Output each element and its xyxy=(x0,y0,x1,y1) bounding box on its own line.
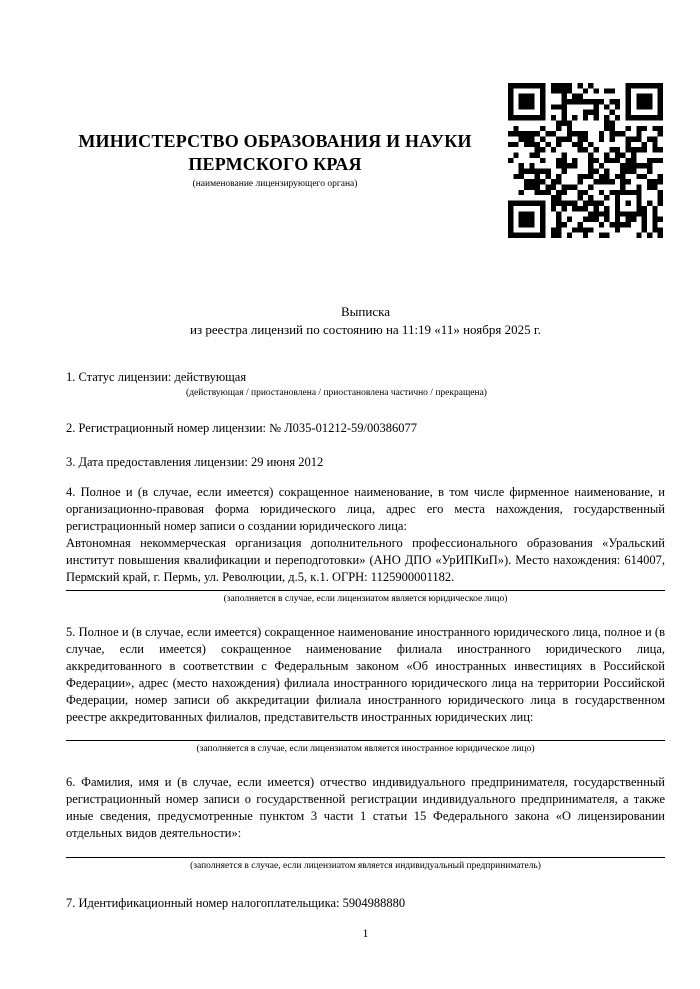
item-6-fill-caption: (заполняется в случае, если лицензиатом является индивидуальный предприниматель) xyxy=(190,861,541,871)
item-6-fill-rule xyxy=(66,857,665,858)
qr-code xyxy=(508,83,663,238)
document-title-line2: из реестра лицензий по состоянию на 11:19 «11» ноября 2025 г. xyxy=(190,321,541,337)
item-4-fill-rule xyxy=(66,590,665,591)
item-3-license-grant-date: 3. Дата предоставления лицензии: 29 июня 2012 xyxy=(66,455,324,469)
item-6-entrepreneur-heading: 6. Фамилия, имя и (в случае, если имеется) отчество индивидуального предпринимателя, государственный регистрационный номер записи о государственной регистрации индивидуального предпринимателя, а также иные сведения, предусмотренные пунктом 3 части 1 статьи 15 Федерального закона «О лицензировании отдельных видов деятельности»: xyxy=(66,775,665,840)
document-title xyxy=(66,303,665,338)
ministry-name-line2: ПЕРМСКОГО КРАЯ xyxy=(188,154,362,174)
item-2-registration-number: 2. Регистрационный номер лицензии: № Л035-01212-59/00386077 xyxy=(66,421,417,435)
item-5-fill-caption: (заполняется в случае, если лицензиатом является иностранное юридическое лицо) xyxy=(196,744,535,754)
document-title-line1: Выписка xyxy=(341,304,390,319)
qr-code-icon xyxy=(508,83,663,238)
item-7-taxpayer-number: 7. Идентификационный номер налогоплательщика: 5904988880 xyxy=(66,896,406,910)
item-1-license-status: 1. Статус лицензии: действующая xyxy=(66,370,247,384)
item-5-foreign-entity-heading: 5. Полное и (в случае, если имеется) сокращенное наименование иностранного юридического лица, полное и (в случае, если имеется) сокращенное наименование филиала иностранного юридического лица, аккредитованного в соответствии с Федеральным законом «Об иностранных инвестициях в Российской Федерации», адрес (место нахождения) филиала иностранного юридического лица на территории Российской Федерации, номер записи об аккредитации филиала иностранного юридического лица в государственном реестре аккредитованных филиалов, представительств иностранных юридических лиц: xyxy=(66,625,665,724)
ministry-name-caption: (наименование лицензирующего органа) xyxy=(192,179,358,189)
item-4-fill-caption: (заполняется в случае, если лицензиатом является юридическое лицо) xyxy=(223,594,508,604)
item-4-legal-entity-value: Автономная некоммерческая организация дополнительного профессионального образования «Уральский институт повышения квалификации и переподготовки» (АНО ДПО «УрИПКиП»). Место нахождения: 614007, Пермский край, г. Пермь, ул. Революции, д.5, к.1. ОГРН: 1125900001182. xyxy=(66,536,665,584)
item-1-status-options-caption: (действующая / приостановлена / приостановлена частично / прекращена) xyxy=(186,388,487,398)
extract-body xyxy=(66,369,665,912)
licensing-authority-name xyxy=(66,130,484,191)
item-5-fill-rule xyxy=(66,740,665,741)
ministry-name-line1: МИНИСТЕРСТВО ОБРАЗОВАНИЯ И НАУКИ xyxy=(78,131,472,151)
page-number: 1 xyxy=(362,926,369,940)
item-4-legal-entity-heading: 4. Полное и (в случае, если имеется) сокращенное наименование, в том числе фирменное наименование, и организационно-правовая форма юридического лица, адрес его места нахождения, государственный регистрационный номер записи о создании юридического лица: xyxy=(66,485,665,533)
